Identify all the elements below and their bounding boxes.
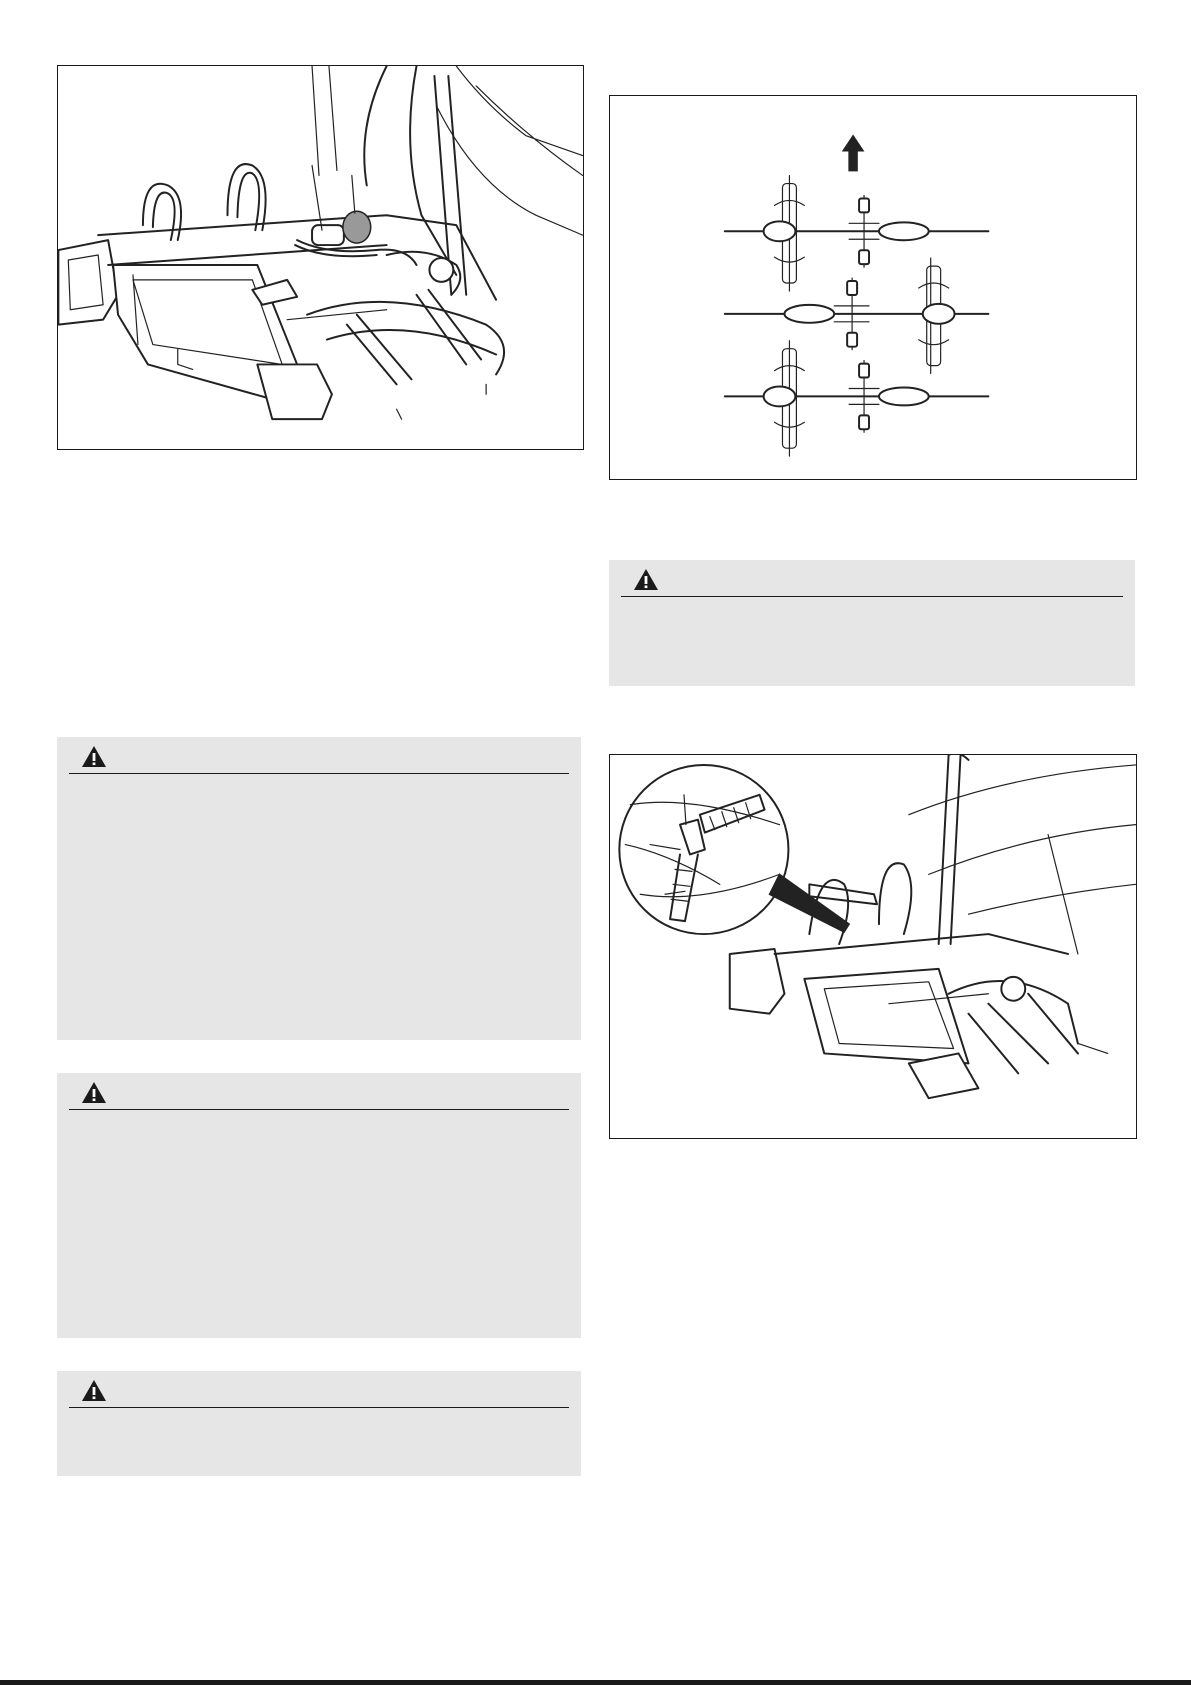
bike-row-2 — [725, 258, 989, 373]
figure-wheel-strap — [609, 754, 1137, 1139]
direction-arrow-icon — [843, 136, 863, 171]
carrier-connector-illustration — [58, 66, 583, 449]
bikes-topview-illustration — [610, 96, 1136, 479]
warning-header — [69, 737, 569, 774]
warning-header — [69, 1073, 569, 1110]
warning-triangle-icon — [81, 1081, 107, 1104]
warning-triangle-icon — [81, 745, 107, 768]
warning-triangle-icon — [81, 1379, 107, 1402]
bike-row-1 — [725, 176, 989, 291]
figure-lamp-connector — [57, 65, 584, 450]
warning-header — [69, 1371, 569, 1408]
warning-triangle-icon — [633, 568, 659, 591]
figure-loading-order — [609, 95, 1137, 480]
warning-header — [621, 560, 1123, 597]
warning-box-left-1 — [57, 737, 581, 1040]
warning-box-left-2 — [57, 1073, 581, 1338]
wheel-strap-illustration — [610, 755, 1136, 1138]
warning-box-right — [609, 560, 1135, 686]
footer-rule — [0, 1680, 1191, 1685]
bike-row-3 — [725, 341, 989, 456]
warning-box-left-3 — [57, 1371, 581, 1476]
